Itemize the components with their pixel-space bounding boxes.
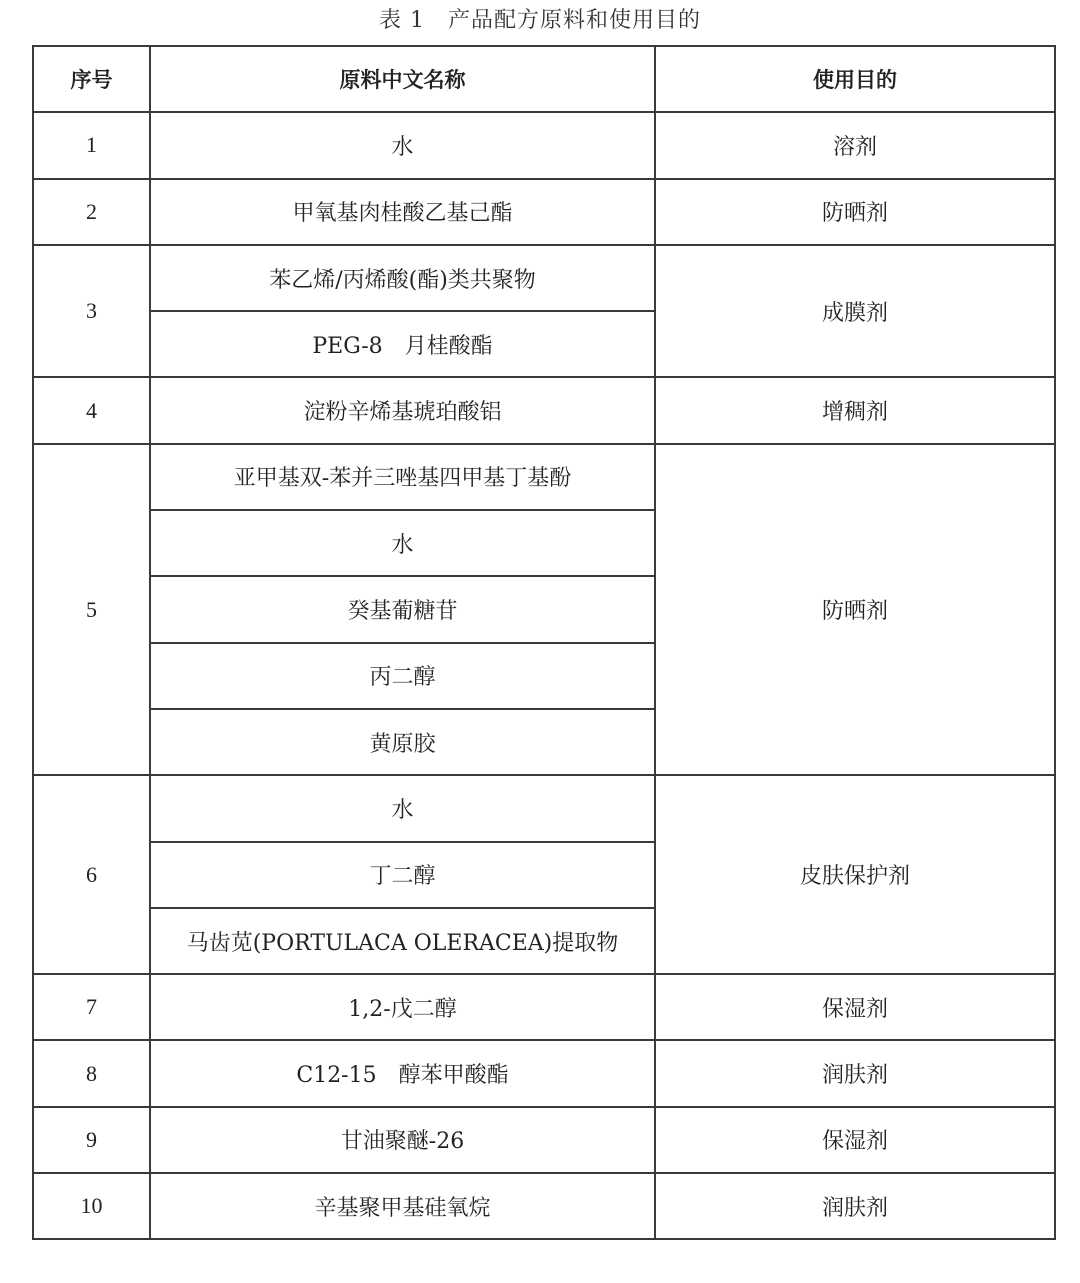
table-row bbox=[33, 112, 1055, 178]
table-row bbox=[33, 179, 1055, 245]
usage-purpose: 增稠剂 bbox=[655, 377, 1055, 443]
table-row bbox=[33, 974, 1055, 1040]
ingredient-name: 辛基聚甲基硅氧烷 bbox=[150, 1173, 655, 1239]
ingredient-name: 黄原胶 bbox=[150, 709, 655, 775]
header-name: 原料中文名称 bbox=[150, 46, 655, 112]
table-row bbox=[33, 245, 1055, 311]
header-number: 序号 bbox=[33, 46, 150, 112]
table-row bbox=[33, 377, 1055, 443]
ingredients-table bbox=[32, 45, 1056, 1240]
ingredient-name: 丙二醇 bbox=[150, 643, 655, 709]
table-row bbox=[33, 1107, 1055, 1173]
ingredient-name: 亚甲基双-苯并三唑基四甲基丁基酚 bbox=[150, 444, 655, 510]
table-row bbox=[33, 1040, 1055, 1106]
ingredient-name: 水 bbox=[150, 775, 655, 841]
usage-purpose: 润肤剂 bbox=[655, 1173, 1055, 1239]
row-number: 1 bbox=[33, 112, 150, 178]
table-row bbox=[33, 775, 1055, 841]
usage-purpose: 保湿剂 bbox=[655, 974, 1055, 1040]
usage-purpose: 防晒剂 bbox=[655, 179, 1055, 245]
row-number: 7 bbox=[33, 974, 150, 1040]
table-body bbox=[33, 112, 1055, 1239]
row-number: 10 bbox=[33, 1173, 150, 1239]
row-number: 3 bbox=[33, 245, 150, 378]
usage-purpose: 防晒剂 bbox=[655, 444, 1055, 775]
ingredient-name: 水 bbox=[150, 510, 655, 576]
usage-purpose: 溶剂 bbox=[655, 112, 1055, 178]
ingredient-name: 水 bbox=[150, 112, 655, 178]
row-number: 8 bbox=[33, 1040, 150, 1106]
table-row bbox=[33, 1173, 1055, 1239]
usage-purpose: 皮肤保护剂 bbox=[655, 775, 1055, 974]
row-number: 2 bbox=[33, 179, 150, 245]
ingredient-name: 苯乙烯/丙烯酸(酯)类共聚物 bbox=[150, 245, 655, 311]
ingredient-name: 马齿苋(PORTULACA OLERACEA)提取物 bbox=[150, 908, 655, 974]
ingredient-name: 甲氧基肉桂酸乙基己酯 bbox=[150, 179, 655, 245]
ingredient-name: PEG-8 月桂酸酯 bbox=[150, 311, 655, 377]
ingredient-name: 丁二醇 bbox=[150, 842, 655, 908]
usage-purpose: 润肤剂 bbox=[655, 1040, 1055, 1106]
row-number: 4 bbox=[33, 377, 150, 443]
header-purpose: 使用目的 bbox=[655, 46, 1055, 112]
table-row bbox=[33, 444, 1055, 510]
ingredient-name: C12-15 醇苯甲酸酯 bbox=[150, 1040, 655, 1106]
row-number: 6 bbox=[33, 775, 150, 974]
ingredient-name: 1,2-戊二醇 bbox=[150, 974, 655, 1040]
ingredient-name: 甘油聚醚-26 bbox=[150, 1107, 655, 1173]
usage-purpose: 成膜剂 bbox=[655, 245, 1055, 378]
ingredient-name: 淀粉辛烯基琥珀酸铝 bbox=[150, 377, 655, 443]
ingredient-name: 癸基葡糖苷 bbox=[150, 576, 655, 642]
table-header-row bbox=[33, 46, 1055, 112]
row-number: 9 bbox=[33, 1107, 150, 1173]
table-caption: 表 1 产品配方原料和使用目的 bbox=[379, 8, 701, 33]
usage-purpose: 保湿剂 bbox=[655, 1107, 1055, 1173]
row-number: 5 bbox=[33, 444, 150, 775]
